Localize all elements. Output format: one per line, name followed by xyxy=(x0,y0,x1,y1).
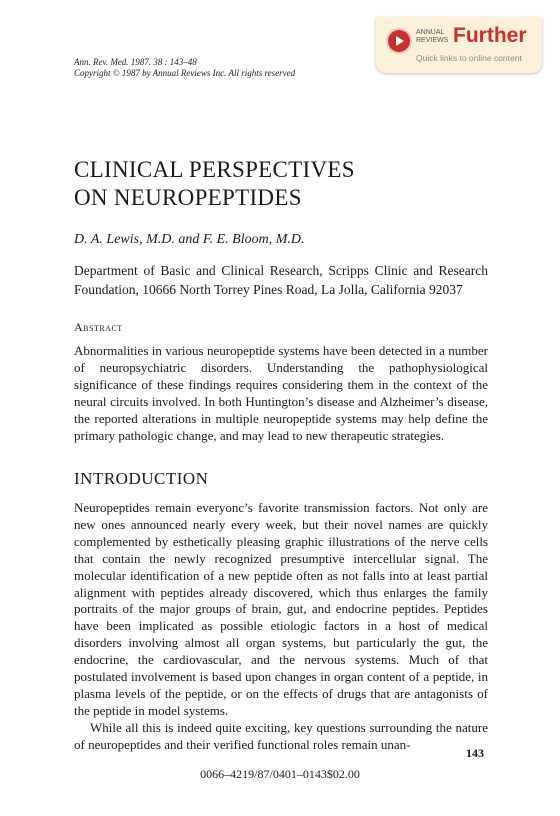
introduction-body xyxy=(74,500,488,754)
authors: D. A. Lewis, M.D. and F. E. Bloom, M.D. xyxy=(74,232,305,247)
page-number: 143 xyxy=(466,746,484,760)
copyright-line: Copyright © 1987 by Annual Reviews Inc. All rights reserved xyxy=(74,68,296,78)
intro-paragraph-1: Neuropeptides remain everyonc’s favorite transmission factors. Not only are new ones announced nearly every week, but their novel names are quickly complemented by esthetically pleasing graphic illustrations of the nerve cells that contain the newly recognized presumptive intercellular signal. The molecular identification of a new peptide often as not falls into at least partial alignment with peptides already discovered, which thus enlarges the family portraits of the major groups of brain, gut, and endocrine peptides. Peptides have been implicated as possible etiologic factors in a host of medical disorders involving almost all organ systems, but particularly the gut, the endocrine, the cardiovascular, and the nervous systems. Much of that postulated involvement is based upon changes in organ content of a peptide, in plasma levels of the peptide, or on the effects of drugs that are antagonists of the peptide in model systems. xyxy=(74,500,488,718)
banner-further-label: Further xyxy=(453,24,527,47)
journal-citation: Ann. Rev. Med. 1987. 38 : 143–48 xyxy=(74,57,197,67)
affiliation: Department of Basic and Clinical Research, Scripps Clinic and Research Foundation, 10666 North Torrey Pines Road, La Jolla, California 92037 xyxy=(74,263,488,297)
introduction-heading: INTRODUCTION xyxy=(74,469,209,488)
intro-paragraph-2: While all this is indeed quite exciting, key questions surrounding the nature of neuropeptides and their verified functional roles remain unan- xyxy=(74,719,488,752)
title-line-1: CLINICAL PERSPECTIVES xyxy=(74,157,355,182)
title-line-2: ON NEUROPEPTIDES xyxy=(74,185,302,210)
abstract-text: Abnormalities in various neuropeptide systems have been detected in a number of neuropsychiatric disorders. Understanding the pathophysiological significance of these findings requires considering them in the context of the neural circuits involved. In both Huntington’s disease and Alzheimer’s disease, the reported alterations in multiple neuropeptide systems may help define the primary pathologic change, and may lead to new therapeutic strategies. xyxy=(74,343,488,443)
journal-citation-block xyxy=(74,57,295,79)
article-code: 0066–4219/87/0401–0143$02.00 xyxy=(200,767,360,781)
banner-annual-reviews-label: ANNUAL REVIEWS xyxy=(416,29,449,44)
further-banner[interactable] xyxy=(376,17,542,73)
annual-reviews-play-icon xyxy=(388,30,410,52)
banner-subtext: Quick links to online content xyxy=(416,53,522,63)
article-title xyxy=(74,156,355,212)
abstract-heading: Abstract xyxy=(74,320,123,334)
